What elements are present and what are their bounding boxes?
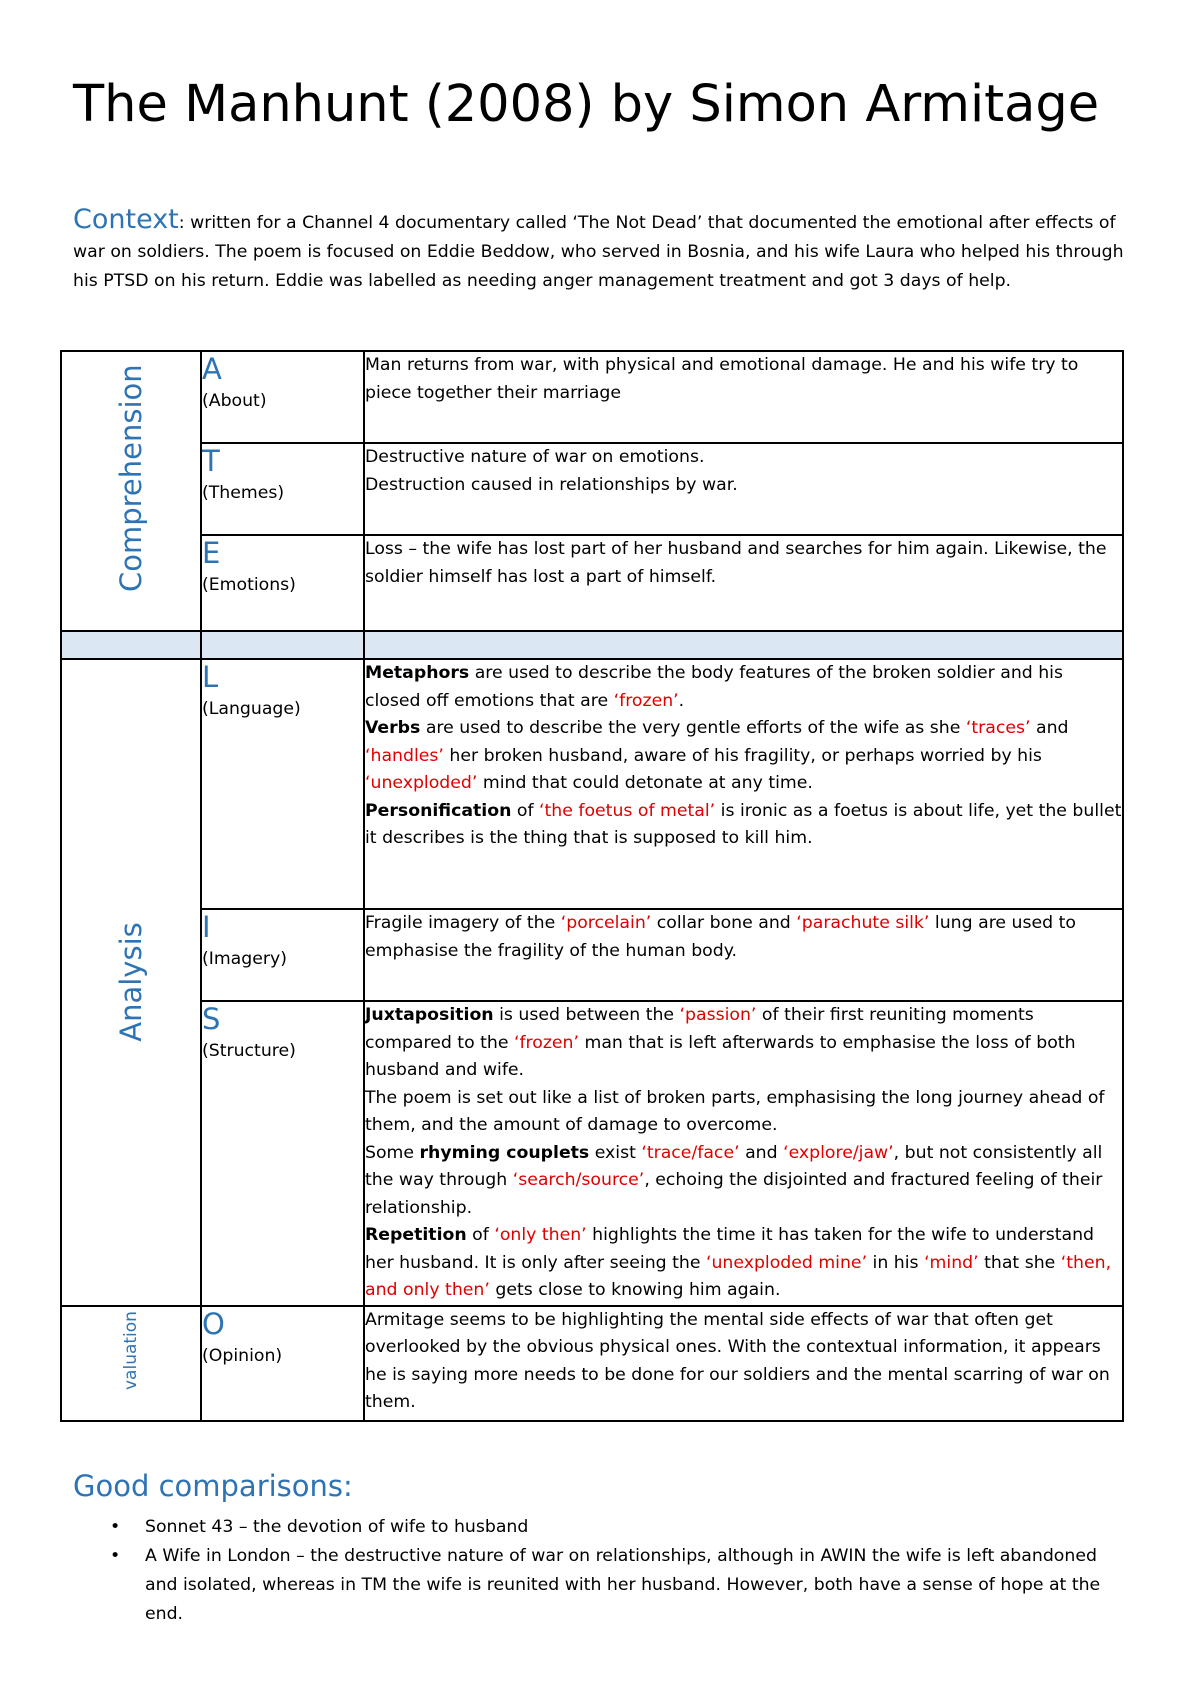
language-personification: Personification of ‘the foetus of metal’ is ironic as a foetus is about life, yet the bullet it describes is the thing that is supposed to kill him. (365, 800, 1122, 848)
section-label-comprehension: Comprehension (114, 364, 148, 592)
steal-table (60, 350, 1124, 1422)
letter-cell-o (201, 1306, 364, 1421)
letter-e: E (202, 536, 221, 570)
label-structure: (Structure) (202, 1041, 296, 1061)
letter-s: S (202, 1002, 221, 1036)
content-structure (364, 1001, 1123, 1306)
label-about: (About) (202, 391, 267, 411)
context-paragraph (73, 205, 1133, 296)
letter-l: L (202, 660, 219, 694)
comparison-wife-in-london: A Wife in London – the destructive nature of war on relationships, although in AWIN the wife is left abandoned and isolated, whereas in TM the wife is reunited with her husband. However, both have a sense of hope at the end. (145, 1546, 1101, 1624)
separator-cell-1 (61, 631, 201, 659)
label-imagery: (Imagery) (202, 949, 287, 969)
letter-cell-a (201, 351, 364, 443)
table-row-opinion (61, 1306, 1123, 1421)
letter-o: O (202, 1306, 225, 1341)
content-about (364, 351, 1123, 443)
structure-juxtaposition: Juxtaposition is used between the ‘passion’ of their first reuniting moments compared to the ‘frozen’ man that is left afterwards to emphasise the loss of both husband and wife. (365, 1005, 1076, 1080)
section-analysis (61, 659, 201, 1306)
opinion-text: Armitage seems to be highlighting the mental side effects of war that often get overlooked by the obvious physical ones. With the contextual information, it appears he is saying more needs to be done for our soldiers and the mental scarring of war on them. (365, 1309, 1110, 1412)
section-label-evaluation: valuation (121, 1310, 141, 1390)
letter-a: A (202, 352, 222, 386)
bullet-icon: • (110, 1546, 121, 1566)
letter-cell-t (201, 443, 364, 535)
table-row-structure (61, 1001, 1123, 1306)
structure-rhyming: Some rhyming couplets exist ‘trace/face’ and ‘explore/jaw’, but not consistently all the way through ‘search/source’, echoing the disjointed and fractured feeling of their relationship. (365, 1142, 1103, 1218)
letter-cell-e (201, 535, 364, 631)
table-row-emotions (61, 535, 1123, 631)
table-row-language (61, 659, 1123, 909)
content-imagery (364, 909, 1123, 1001)
emotions-text: Loss – the wife has lost part of her husband and searches for him again. Likewise, the soldier himself has lost a part of himself. (365, 539, 1107, 587)
table-row-about (61, 351, 1123, 443)
separator-cell-3 (364, 631, 1123, 659)
context-label: Context (73, 204, 179, 235)
letter-cell-i (201, 909, 364, 1001)
section-label-analysis: Analysis (114, 922, 148, 1042)
label-themes: (Themes) (202, 483, 285, 503)
language-verbs: Verbs are used to describe the very gentle efforts of the wife as she ‘traces’ and ‘handles’ her broken husband, aware of his fragility, or perhaps worried by his ‘unexploded’ mind that could detonate at any time. (365, 718, 1069, 793)
about-text: Man returns from war, with physical and emotional damage. He and his wife try to piece together their marriage (365, 355, 1079, 403)
label-language: (Language) (202, 699, 301, 719)
comparisons-list (73, 1513, 1133, 1629)
label-emotions: (Emotions) (202, 575, 296, 595)
list-item (73, 1513, 1133, 1542)
context-text: : written for a Channel 4 documentary called ‘The Not Dead’ that documented the emotional after effects of war on soldiers. The poem is focused on Eddie Beddow, who served in Bosnia, and his wife Laura who helped his through his PTSD on his return. Eddie was labelled as needing anger management treatment and got 3 days of help. (73, 213, 1124, 291)
letter-i: I (202, 910, 211, 944)
themes-line-2: Destruction caused in relationships by war. (365, 474, 738, 495)
letter-cell-s (201, 1001, 364, 1306)
letter-cell-l (201, 659, 364, 909)
bullet-icon: • (110, 1517, 121, 1537)
letter-t: T (202, 444, 220, 478)
label-opinion: (Opinion) (202, 1345, 283, 1366)
content-opinion (364, 1306, 1123, 1421)
comparison-sonnet-43: Sonnet 43 – the devotion of wife to husband (145, 1517, 529, 1537)
structure-list: The poem is set out like a list of broken parts, emphasising the long journey ahead of them, and the amount of damage to overcome. (365, 1087, 1105, 1135)
content-language (364, 659, 1123, 909)
language-metaphors: Metaphors are used to describe the body features of the broken soldier and his closed off emotions that are ‘frozen’. (365, 663, 1063, 711)
content-emotions (364, 535, 1123, 631)
separator-cell-2 (201, 631, 364, 659)
table-row-imagery (61, 909, 1123, 1001)
content-themes (364, 443, 1123, 535)
themes-line-1: Destructive nature of war on emotions. (365, 447, 705, 467)
imagery-text: Fragile imagery of the ‘porcelain’ collar bone and ‘parachute silk’ lung are used to emphasise the fragility of the human body. (365, 913, 1076, 961)
section-evaluation (61, 1306, 201, 1421)
table-row-themes (61, 443, 1123, 535)
table-row-separator (61, 631, 1123, 659)
comparisons-heading: Good comparisons: (73, 1469, 353, 1503)
list-item (73, 1542, 1133, 1629)
structure-repetition: Repetition of ‘only then’ highlights the time it has taken for the wife to understand her husband. It is only after seeing the ‘unexploded mine’ in his ‘mind’ that she ‘then, and only then’ gets close to knowing him again. (365, 1225, 1112, 1300)
page-title: The Manhunt (2008) by Simon Armitage (73, 75, 1100, 134)
section-comprehension (61, 351, 201, 631)
